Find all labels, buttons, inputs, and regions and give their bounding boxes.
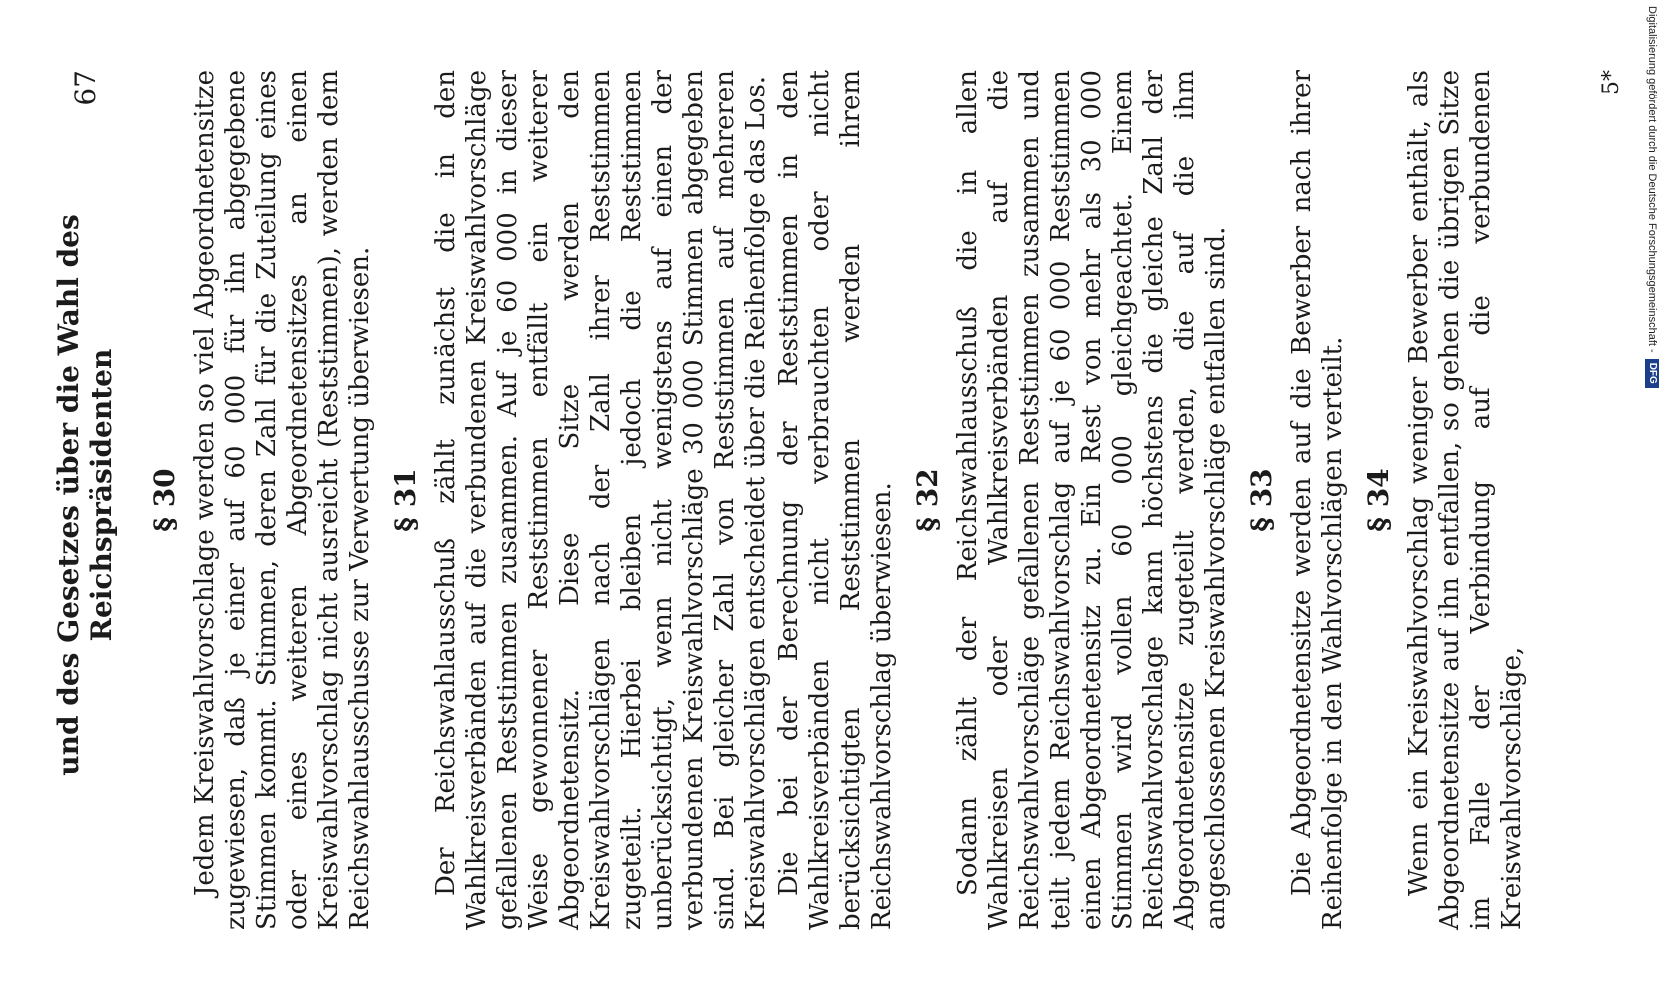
section-paragraph: Wenn ein Kreiswahlvorschlag weniger Bewerber enthält, als Abgeordnetensitze auf ihn entfallen, so gehen die übrigen Sitze im Falle der Verbindung auf die verbundenen Kreiswahlvorschläge, [1404,70,1527,930]
section-paragraph: Die bei der Berechnung der Reststimmen in den Wahlkreisverbänden nicht verbrauchten oder nicht berücksichtigten Reststimmen werden ihrem Reichswahlvorschlag überwiesen. [774,70,897,930]
page-header [52,70,118,920]
section-heading: § 30 [148,468,181,532]
running-title: und des Gesetzes über die Wahl des Reichspräsidenten [52,214,118,776]
dfg-logo-icon: DFG [1645,359,1659,388]
page-body [135,70,1599,930]
section-34 [1363,70,1528,930]
dfg-credit-strip [1643,0,1661,1000]
section-paragraph: Der Reichswahlausschuß zählt zunächst die in den Wahlkreisverbänden auf die verbundenen Kreiswahlvorschläge gefallenen Reststimmen zusammen. Auf je 60 000 in dieser Weise gewonnener Reststimmen entfällt ein weiterer Abgeordnetensitz. Diese Sitze werden den Kreiswahlvorschlägen nach der Zahl ihrer Reststimmen zugeteilt. Hierbei bleiben jedoch die Reststimmen unberücksichtigt, wenn nicht wenigstens auf einen der verbundenen Kreiswahlvorschläge 30 000 Stimmen abgegeben sind. Bei gleicher Zahl von Reststimmen auf mehreren Kreiswahlvorschlägen entscheidet über die Reihenfolge das Los. [431,70,771,930]
section-32 [912,70,1232,930]
section-heading: § 34 [1362,468,1395,532]
section-31 [390,70,898,930]
section-paragraph: Die Abgeordnetensitze werden auf die Bewerber nach ihrer Reihenfolge in den Wahlvorschlägen verteilt. [1287,70,1348,930]
dfg-credit [1643,0,1661,1000]
section-33 [1246,70,1349,930]
section-paragraph: Sodann zählt der Reichswahlausschuß die in allen Wahlkreisen oder Wahlkreisverbänden auf die Reichswahlvorschläge gefallenen Reststimmen zusammen und teilt jedem Reichswahlvorschlag auf je 60 000 Reststimmen einen Abgeordnetensitz zu. Ein Rest von mehr als 30 000 Stimmen wird vollen 60 000 gleichgeachtet. Einem Reichswahlvorschlage kann höchstens die gleiche Zahl der Abgeordnetensitze zugeteilt werden, die auf die ihm angeschlossenen Kreiswahlvorschläge entfallen sind. [953,70,1231,930]
section-heading: § 32 [911,468,944,532]
section-heading: § 31 [389,468,422,532]
page-number: 67 [68,70,102,106]
signature-mark: 5* [1599,70,1624,95]
section-heading: § 33 [1245,468,1278,532]
section-30 [149,70,376,930]
section-paragraph: Jedem Kreiswahlvorschlage werden so viel Abgeordnetensitze zugewiesen, daß je einer auf 60 000 für ihn abgegebene Stimmen kommt. Stimmen, deren Zahl für die Zuteilung eines oder eines weiteren Abgeordnetensitzes an einen Kreiswahlvorschlag nicht ausreicht (Reststimmen), werden dem Reichswahlausschusse zur Verwertung überwiesen. [190,70,375,930]
dfg-credit-text: Digitalisierung gefördert durch die Deutsche Forschungsgemeinschaft - [1646,6,1658,353]
